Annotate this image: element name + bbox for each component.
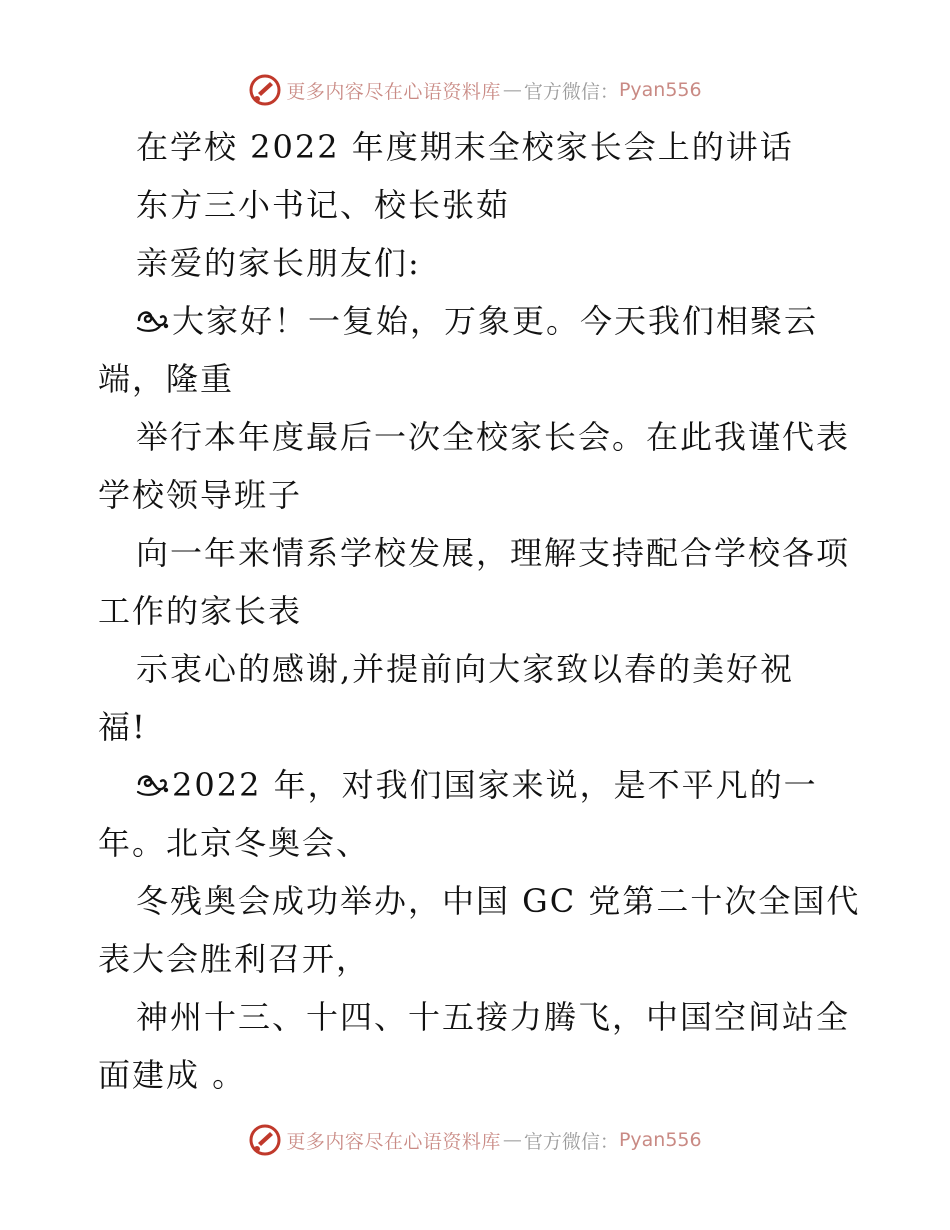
text-line-content: 在学校 2022 年度期末全校家长会上的讲话 [136,128,794,166]
text-line [98,408,858,466]
text-line [98,582,858,640]
text-line [98,1046,858,1104]
text-line [98,814,858,872]
flourish-bullet-icon [136,770,170,800]
watermark-text: 更多内容尽在心语资料库 [286,1130,501,1153]
text-line [98,350,858,408]
text-line [98,118,858,176]
text-line-content: 2022 年，对我们国家来说，是不平凡的一 [172,766,818,804]
logo-icon [248,73,282,107]
text-line [98,176,858,234]
watermark-wechat-id: Pyan556 [618,1129,702,1151]
text-line [98,930,858,988]
text-line [98,524,858,582]
watermark-wechat-id: Pyan556 [618,79,702,101]
text-line-content: 年。北京冬奥会、 [98,824,371,862]
text-line-content: 学校领导班子 [98,476,303,514]
document-body [98,118,861,1104]
logo-icon [248,1123,282,1157]
text-line-content: 端，隆重 [98,360,235,398]
watermark-text: 更多内容尽在心语资料库 [286,80,501,103]
text-line [98,988,858,1046]
header-watermark [0,70,950,110]
text-line-content: 工作的家长表 [98,592,303,630]
text-line-content: 福! [98,708,147,746]
text-line-content: 神州十三、十四、十五接力腾飞，中国空间站全 [136,998,851,1036]
text-line-content: 面建成 。 [98,1056,247,1094]
text-line [98,292,858,350]
text-line-content: 举行本年度最后一次全校家长会。在此我谨代表 [136,418,851,456]
text-line-content: 示衷心的感谢,并提前向大家致以春的美好祝 [136,650,795,688]
text-line [98,872,861,930]
flourish-bullet-icon [136,306,170,336]
text-line-content: 向一年来情系学校发展，理解支持配合学校各项 [136,534,851,572]
text-line-content: 亲爱的家长朋友们: [136,244,421,282]
watermark-official-label: 官方微信： [523,1130,619,1153]
text-line [98,698,858,756]
watermark-dash: — [502,1129,522,1151]
watermark-dash: — [502,79,522,101]
text-line-content: 大家好！一复始，万象更。今天我们相聚云 [172,302,819,340]
text-line-content: 冬残奥会成功举办，中国 GC 党第二十次全国代 [136,882,861,920]
watermark-official-label: 官方微信： [523,80,619,103]
text-line [98,640,858,698]
text-line [98,756,858,814]
footer-watermark [0,1120,950,1160]
text-line-content: 表大会胜利召开， [98,940,371,978]
text-line [98,466,858,524]
text-line-content: 东方三小书记、校长张茹 [136,186,511,224]
text-line [98,234,858,292]
